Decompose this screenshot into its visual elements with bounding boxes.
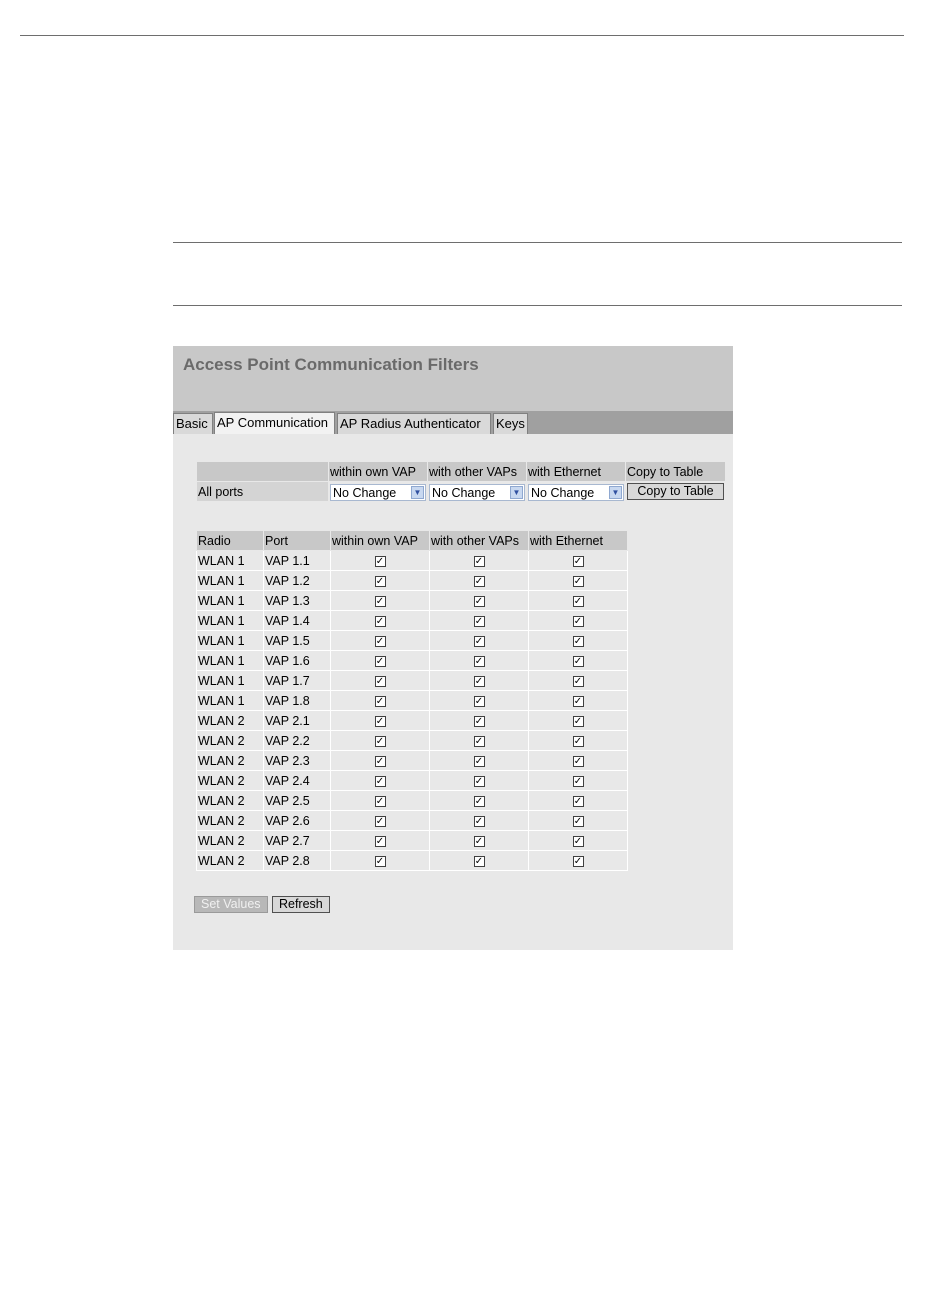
select-value: No Change — [531, 485, 595, 500]
own-checkbox[interactable]: ✓ — [375, 695, 385, 707]
port-cell: VAP 2.8 — [264, 851, 331, 871]
own-checkbox-cell — [331, 571, 430, 591]
other-checkbox[interactable]: ✓ — [474, 755, 484, 767]
own-checkbox[interactable]: ✓ — [375, 595, 385, 607]
radio-cell: WLAN 2 — [197, 851, 264, 871]
eth-checkbox-cell — [529, 631, 628, 651]
column-header-port: Port — [264, 531, 331, 551]
own-checkbox-cell — [331, 831, 430, 851]
eth-checkbox-cell — [529, 651, 628, 671]
eth-checkbox-cell — [529, 571, 628, 591]
other-checkbox[interactable]: ✓ — [474, 815, 484, 827]
all-ports-header-ethernet: with Ethernet — [527, 462, 626, 482]
other-checkbox-cell — [430, 711, 529, 731]
eth-checkbox-cell — [529, 751, 628, 771]
port-cell: VAP 2.7 — [264, 831, 331, 851]
radio-cell: WLAN 1 — [197, 551, 264, 571]
other-checkbox-cell — [430, 671, 529, 691]
table-row — [197, 791, 628, 811]
eth-checkbox-cell — [529, 551, 628, 571]
own-checkbox-cell — [331, 791, 430, 811]
own-checkbox[interactable]: ✓ — [375, 795, 385, 807]
all-ports-other-cell — [428, 482, 527, 502]
other-checkbox-cell — [430, 691, 529, 711]
own-checkbox-cell — [331, 811, 430, 831]
port-cell: VAP 1.1 — [264, 551, 331, 571]
own-checkbox[interactable]: ✓ — [375, 815, 385, 827]
other-checkbox[interactable]: ✓ — [474, 775, 484, 787]
port-cell: VAP 1.8 — [264, 691, 331, 711]
own-checkbox-cell — [331, 731, 430, 751]
radio-cell: WLAN 1 — [197, 611, 264, 631]
top-divider — [20, 35, 904, 36]
other-checkbox[interactable]: ✓ — [474, 615, 484, 627]
own-checkbox-cell — [331, 771, 430, 791]
other-checkbox[interactable]: ✓ — [474, 715, 484, 727]
note-divider-top — [173, 242, 902, 243]
all-ports-header-copy: Copy to Table — [626, 462, 726, 482]
eth-checkbox-cell — [529, 691, 628, 711]
all-ports-header-own: within own VAP — [329, 462, 428, 482]
table-row — [197, 591, 628, 611]
own-checkbox-cell — [331, 711, 430, 731]
other-checkbox[interactable]: ✓ — [474, 835, 484, 847]
table-row — [197, 751, 628, 771]
own-checkbox[interactable]: ✓ — [375, 635, 385, 647]
own-checkbox-cell — [331, 611, 430, 631]
eth-checkbox-cell — [529, 831, 628, 851]
other-checkbox-cell — [430, 551, 529, 571]
eth-checkbox[interactable]: ✓ — [573, 595, 583, 607]
table-row — [197, 811, 628, 831]
port-cell: VAP 1.6 — [264, 651, 331, 671]
own-checkbox[interactable]: ✓ — [375, 835, 385, 847]
port-cell: VAP 2.5 — [264, 791, 331, 811]
other-checkbox-cell — [430, 571, 529, 591]
select-value: No Change — [333, 485, 397, 500]
all-ports-ethernet-cell — [527, 482, 626, 502]
own-checkbox-cell — [331, 751, 430, 771]
chevron-down-icon[interactable]: ▼ — [609, 486, 622, 499]
all-ports-header-blank — [197, 462, 329, 482]
eth-checkbox[interactable]: ✓ — [573, 735, 583, 747]
table-row — [197, 711, 628, 731]
own-checkbox[interactable]: ✓ — [375, 775, 385, 787]
set-values-button[interactable]: Set Values — [194, 896, 268, 913]
port-cell: VAP 1.2 — [264, 571, 331, 591]
own-checkbox[interactable]: ✓ — [375, 675, 385, 687]
other-checkbox[interactable]: ✓ — [474, 695, 484, 707]
action-buttons — [194, 895, 330, 913]
radio-cell: WLAN 2 — [197, 731, 264, 751]
other-checkbox[interactable]: ✓ — [474, 675, 484, 687]
table-row — [197, 611, 628, 631]
table-row — [197, 731, 628, 751]
own-checkbox[interactable]: ✓ — [375, 715, 385, 727]
eth-checkbox[interactable]: ✓ — [573, 755, 583, 767]
radio-cell: WLAN 2 — [197, 831, 264, 851]
other-checkbox-cell — [430, 651, 529, 671]
eth-checkbox-cell — [529, 611, 628, 631]
tab-ap-radius-authenticator[interactable]: AP Radius Authenticator — [337, 413, 491, 434]
refresh-button[interactable]: Refresh — [272, 896, 330, 913]
eth-checkbox[interactable]: ✓ — [573, 835, 583, 847]
other-checkbox-cell — [430, 851, 529, 871]
own-checkbox-cell — [331, 691, 430, 711]
other-checkbox-cell — [430, 791, 529, 811]
all-ports-label: All ports — [197, 482, 329, 502]
column-header-radio: Radio — [197, 531, 264, 551]
eth-checkbox-cell — [529, 851, 628, 871]
all-ports-table — [196, 461, 726, 502]
tab-ap-communication[interactable]: AP Communication — [214, 412, 335, 434]
radio-cell: WLAN 2 — [197, 751, 264, 771]
eth-checkbox[interactable]: ✓ — [573, 815, 583, 827]
page-title: Access Point Communication Filters — [183, 355, 479, 374]
table-row — [197, 691, 628, 711]
table-body — [197, 551, 628, 871]
port-cell: VAP 2.3 — [264, 751, 331, 771]
all-ports-ethernet-select[interactable] — [528, 484, 624, 501]
other-checkbox-cell — [430, 631, 529, 651]
tab-bar — [173, 411, 733, 434]
column-header-own-vap: within own VAP — [331, 531, 430, 551]
other-checkbox[interactable]: ✓ — [474, 575, 484, 587]
all-ports-own-cell — [329, 482, 428, 502]
other-checkbox-cell — [430, 731, 529, 751]
eth-checkbox[interactable]: ✓ — [573, 575, 583, 587]
eth-checkbox-cell — [529, 591, 628, 611]
ap-communication-panel — [173, 346, 733, 950]
own-checkbox-cell — [331, 671, 430, 691]
radio-cell: WLAN 1 — [197, 691, 264, 711]
table-row — [197, 831, 628, 851]
own-checkbox[interactable]: ✓ — [375, 615, 385, 627]
port-cell: VAP 2.2 — [264, 731, 331, 751]
table-row — [197, 631, 628, 651]
own-checkbox[interactable]: ✓ — [375, 575, 385, 587]
radio-cell: WLAN 1 — [197, 631, 264, 651]
eth-checkbox[interactable]: ✓ — [573, 775, 583, 787]
radio-cell: WLAN 2 — [197, 811, 264, 831]
eth-checkbox-cell — [529, 731, 628, 751]
own-checkbox-cell — [331, 651, 430, 671]
own-checkbox-cell — [331, 551, 430, 571]
port-cell: VAP 1.4 — [264, 611, 331, 631]
eth-checkbox[interactable]: ✓ — [573, 655, 583, 667]
other-checkbox[interactable]: ✓ — [474, 555, 484, 567]
own-checkbox[interactable]: ✓ — [375, 735, 385, 747]
table-row — [197, 551, 628, 571]
eth-checkbox-cell — [529, 671, 628, 691]
eth-checkbox[interactable]: ✓ — [573, 695, 583, 707]
eth-checkbox[interactable]: ✓ — [573, 795, 583, 807]
tab-keys[interactable]: Keys — [493, 413, 528, 434]
all-ports-other-select[interactable] — [429, 484, 525, 501]
all-ports-header-other: with other VAPs — [428, 462, 527, 482]
all-ports-own-select[interactable] — [330, 484, 426, 501]
column-header-ethernet: with Ethernet — [529, 531, 628, 551]
eth-checkbox-cell — [529, 771, 628, 791]
port-cell: VAP 1.5 — [264, 631, 331, 651]
copy-to-table-button[interactable]: Copy to Table — [627, 483, 724, 500]
port-cell: VAP 2.6 — [264, 811, 331, 831]
port-filter-table — [196, 530, 628, 871]
eth-checkbox[interactable]: ✓ — [573, 675, 583, 687]
note-divider-bottom — [173, 305, 902, 306]
own-checkbox[interactable]: ✓ — [375, 655, 385, 667]
own-checkbox[interactable]: ✓ — [375, 555, 385, 567]
other-checkbox-cell — [430, 591, 529, 611]
table-row — [197, 571, 628, 591]
chevron-down-icon[interactable]: ▼ — [510, 486, 523, 499]
radio-cell: WLAN 2 — [197, 711, 264, 731]
radio-cell: WLAN 1 — [197, 651, 264, 671]
radio-cell: WLAN 1 — [197, 571, 264, 591]
radio-cell: WLAN 1 — [197, 671, 264, 691]
radio-cell: WLAN 1 — [197, 591, 264, 611]
all-ports-copy-cell — [626, 482, 726, 502]
chevron-down-icon[interactable]: ▼ — [411, 486, 424, 499]
column-header-other-vaps: with other VAPs — [430, 531, 529, 551]
other-checkbox-cell — [430, 811, 529, 831]
table-row — [197, 851, 628, 871]
table-row — [197, 651, 628, 671]
eth-checkbox[interactable]: ✓ — [573, 635, 583, 647]
tab-basic[interactable]: Basic — [173, 413, 213, 434]
other-checkbox-cell — [430, 831, 529, 851]
eth-checkbox[interactable]: ✓ — [573, 615, 583, 627]
own-checkbox[interactable]: ✓ — [375, 755, 385, 767]
eth-checkbox[interactable]: ✓ — [573, 555, 583, 567]
other-checkbox[interactable]: ✓ — [474, 735, 484, 747]
own-checkbox[interactable]: ✓ — [375, 855, 385, 867]
table-row — [197, 771, 628, 791]
other-checkbox[interactable]: ✓ — [474, 635, 484, 647]
radio-cell: WLAN 2 — [197, 791, 264, 811]
other-checkbox[interactable]: ✓ — [474, 795, 484, 807]
port-cell: VAP 1.3 — [264, 591, 331, 611]
other-checkbox-cell — [430, 771, 529, 791]
other-checkbox-cell — [430, 611, 529, 631]
other-checkbox[interactable]: ✓ — [474, 595, 484, 607]
other-checkbox[interactable]: ✓ — [474, 655, 484, 667]
eth-checkbox[interactable]: ✓ — [573, 715, 583, 727]
eth-checkbox[interactable]: ✓ — [573, 855, 583, 867]
other-checkbox-cell — [430, 751, 529, 771]
radio-cell: WLAN 2 — [197, 771, 264, 791]
table-row — [197, 671, 628, 691]
eth-checkbox-cell — [529, 711, 628, 731]
other-checkbox[interactable]: ✓ — [474, 855, 484, 867]
panel-header — [173, 346, 733, 411]
own-checkbox-cell — [331, 851, 430, 871]
port-cell: VAP 2.4 — [264, 771, 331, 791]
select-value: No Change — [432, 485, 496, 500]
eth-checkbox-cell — [529, 811, 628, 831]
eth-checkbox-cell — [529, 791, 628, 811]
own-checkbox-cell — [331, 631, 430, 651]
port-cell: VAP 2.1 — [264, 711, 331, 731]
port-cell: VAP 1.7 — [264, 671, 331, 691]
own-checkbox-cell — [331, 591, 430, 611]
